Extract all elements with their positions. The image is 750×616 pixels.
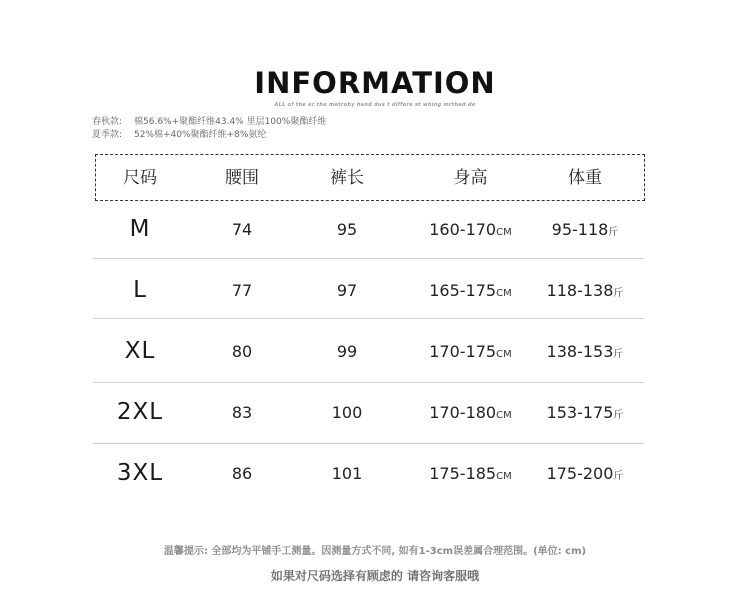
material-label: 夏季款: bbox=[92, 130, 123, 140]
height-cell bbox=[413, 402, 528, 427]
length-cell: 100 bbox=[331, 403, 363, 422]
height-value: 165-175 bbox=[429, 281, 497, 300]
weight-value: 118-138 bbox=[546, 281, 614, 300]
size-cell: M bbox=[129, 216, 151, 242]
weight-value: 95-118 bbox=[551, 220, 609, 239]
weight-cell bbox=[530, 341, 640, 366]
weight-value: 175-200 bbox=[546, 464, 614, 483]
page-title: INFORMATION bbox=[254, 66, 496, 100]
weight-cell bbox=[530, 402, 640, 427]
waist-cell: 77 bbox=[231, 281, 253, 300]
contact-note: 如果对尺码选择有顾虑的 请咨询客服哦 bbox=[270, 569, 480, 583]
row-divider bbox=[93, 443, 644, 444]
header-length: 裤长 bbox=[330, 168, 364, 188]
height-cell bbox=[413, 219, 528, 244]
material-spring-autumn bbox=[92, 116, 326, 128]
weight-value: 138-153 bbox=[546, 342, 614, 361]
length-cell: 95 bbox=[336, 220, 358, 239]
material-value: 52%棉+40%聚酯纤维+8%氨纶 bbox=[134, 130, 267, 140]
weight-cell bbox=[530, 463, 640, 488]
height-unit: CM bbox=[496, 410, 512, 421]
material-value: 棉56.6%+聚酯纤维43.4% 里层100%聚酯纤维 bbox=[134, 117, 327, 127]
weight-value: 153-175 bbox=[546, 403, 614, 422]
measurement-note: 温馨提示: 全部均为平铺手工测量。因测量方式不同, 如有1-3cm误差属合理范围。(单位: cm) bbox=[163, 546, 587, 557]
material-label: 春秋款: bbox=[92, 117, 123, 127]
height-value: 170-175 bbox=[429, 342, 497, 361]
waist-cell: 86 bbox=[231, 464, 253, 483]
header-height: 身高 bbox=[453, 168, 488, 188]
weight-unit: 斤 bbox=[613, 288, 624, 299]
size-cell: 2XL bbox=[116, 399, 164, 425]
row-divider bbox=[93, 382, 644, 383]
page-subtitle: ALL of the er the metroby hand dus t differe st whing mrthed de bbox=[274, 102, 476, 108]
length-cell: 99 bbox=[336, 342, 358, 361]
length-cell: 97 bbox=[336, 281, 358, 300]
header-weight: 体重 bbox=[568, 168, 602, 188]
weight-cell bbox=[530, 219, 640, 244]
height-value: 160-170 bbox=[429, 220, 497, 239]
waist-cell: 80 bbox=[231, 342, 253, 361]
height-unit: CM bbox=[496, 349, 512, 360]
row-divider bbox=[93, 258, 644, 259]
size-cell: L bbox=[133, 277, 147, 303]
height-unit: CM bbox=[496, 471, 512, 482]
height-cell bbox=[413, 341, 528, 366]
height-unit: CM bbox=[496, 288, 512, 299]
waist-cell: 83 bbox=[231, 403, 253, 422]
header-size: 尺码 bbox=[123, 168, 157, 188]
height-cell bbox=[413, 280, 528, 305]
size-cell: XL bbox=[124, 338, 156, 364]
material-summer bbox=[92, 129, 266, 141]
height-value: 175-185 bbox=[429, 464, 497, 483]
weight-unit: 斤 bbox=[613, 471, 624, 482]
length-cell: 101 bbox=[331, 464, 363, 483]
row-divider bbox=[93, 318, 644, 319]
weight-unit: 斤 bbox=[613, 349, 624, 360]
waist-cell: 74 bbox=[231, 220, 253, 239]
weight-cell bbox=[530, 280, 640, 305]
height-unit: CM bbox=[496, 227, 512, 238]
size-cell: 3XL bbox=[116, 460, 164, 486]
height-cell bbox=[413, 463, 528, 488]
weight-unit: 斤 bbox=[608, 227, 619, 238]
header-waist: 腰围 bbox=[225, 168, 259, 188]
weight-unit: 斤 bbox=[613, 410, 624, 421]
height-value: 170-180 bbox=[429, 403, 497, 422]
